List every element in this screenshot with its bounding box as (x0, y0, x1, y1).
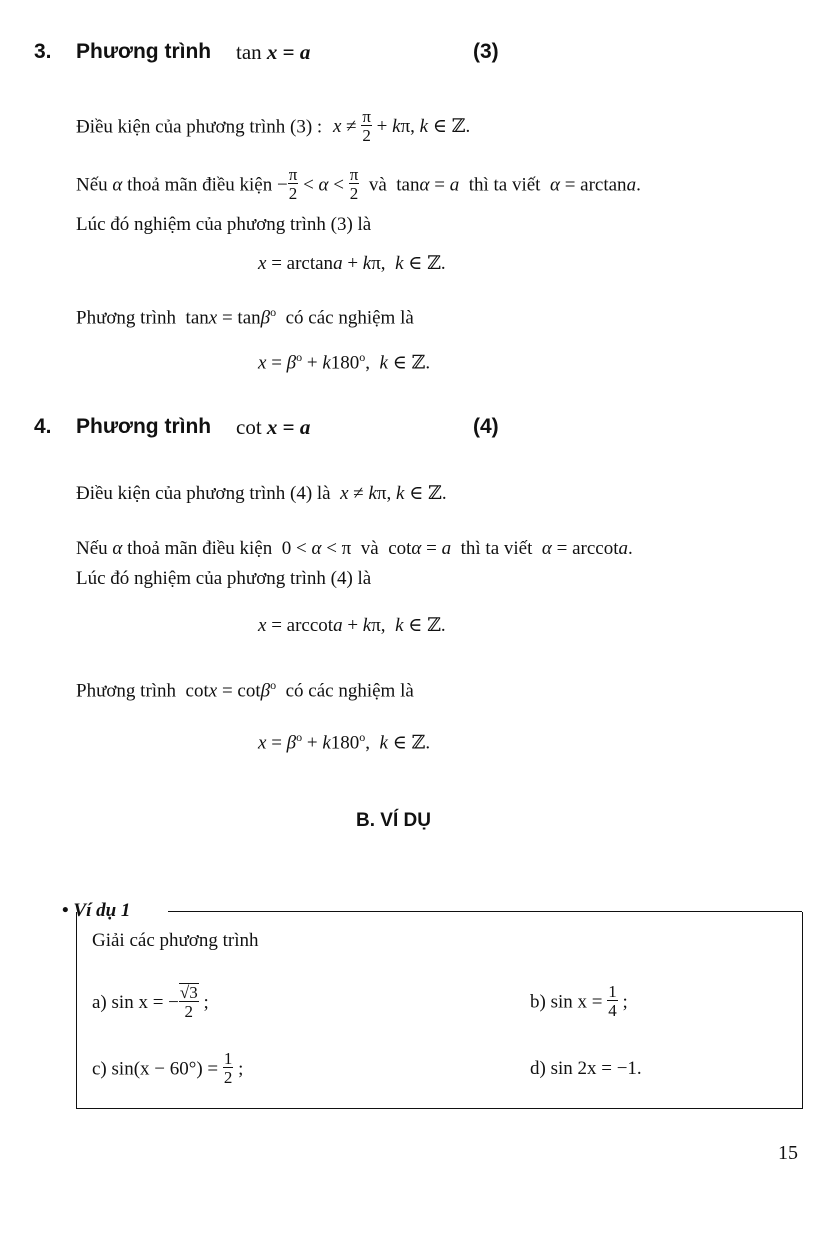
section-3-degree-intro: Phương trình tanx = tanβ$^o$ có các nghiệm là (76, 305, 414, 329)
section-3-title: Phương trình (76, 40, 212, 63)
exercise-c: c) sin(x − 60°) = $\frac{1}{2}$ ; (92, 1049, 244, 1087)
section-4-degree-intro: Phương trình cotx = cotβ$^o$ có các nghiệm là (76, 678, 414, 702)
section-3-solution-intro: Lúc đó nghiệm của phương trình (3) là (76, 214, 372, 235)
exercise-a: a) sin x = − $\frac{√3}{2}$ ; (92, 983, 209, 1021)
section-b-title: B. VÍ DỤ (356, 810, 431, 831)
section-3-condition: Điều kiện của phương trình (3) : x ≠ $\frac{\pi}{2}$ + kπ, k ∈ ℤ. (76, 107, 471, 145)
exercise-b: b) sin x = $\frac{1}{4}$ ; (530, 982, 628, 1020)
section-4-solution-intro: Lúc đó nghiệm của phương trình (4) là (76, 568, 372, 589)
section-4-label: (4) (473, 415, 499, 438)
section-4-equation: cot x = a (236, 415, 311, 439)
section-4-title: Phương trình (76, 415, 212, 438)
section-3-number: 3. (34, 40, 52, 63)
section-3-solution-formula: x = arctana + kπ, k ∈ ℤ. (258, 253, 446, 274)
bullet-icon: • (62, 900, 69, 921)
section-4-number: 4. (34, 415, 52, 438)
section-3-degree-formula: $x = \beta^o + k180^o$, k ∈ ℤ. (258, 350, 431, 374)
condition-prefix: Điều kiện của phương trình (3) : (76, 116, 323, 138)
section-4-degree-formula: $x = \beta^o + k180^o$, k ∈ ℤ. (258, 730, 431, 754)
section-4-condition: Điều kiện của phương trình (4) là x ≠ kπ, k ∈ ℤ. (76, 483, 447, 504)
page-number: 15 (778, 1142, 798, 1164)
example-1-label: • Ví dụ 1 (62, 900, 131, 921)
section-4-solution-formula: x = arccota + kπ, k ∈ ℤ. (258, 615, 446, 636)
exercise-d: d) sin 2x = −1. (530, 1058, 642, 1079)
section-3-equation: tan x = a (236, 40, 311, 64)
example-1-instruction: Giải các phương trình (92, 930, 259, 951)
section-3-if-line: Nếu α thoả mãn điều kiện − $\frac{\pi}{2}$ < α < $\frac{\pi}{2}$ và tanα = a thì ta viết α = arctana. (76, 165, 641, 203)
section-3-label: (3) (473, 40, 499, 63)
section-4-if-line: Nếu α thoả mãn điều kiện 0 < α < π và cotα = a thì ta viết α = arccota. (76, 538, 633, 559)
